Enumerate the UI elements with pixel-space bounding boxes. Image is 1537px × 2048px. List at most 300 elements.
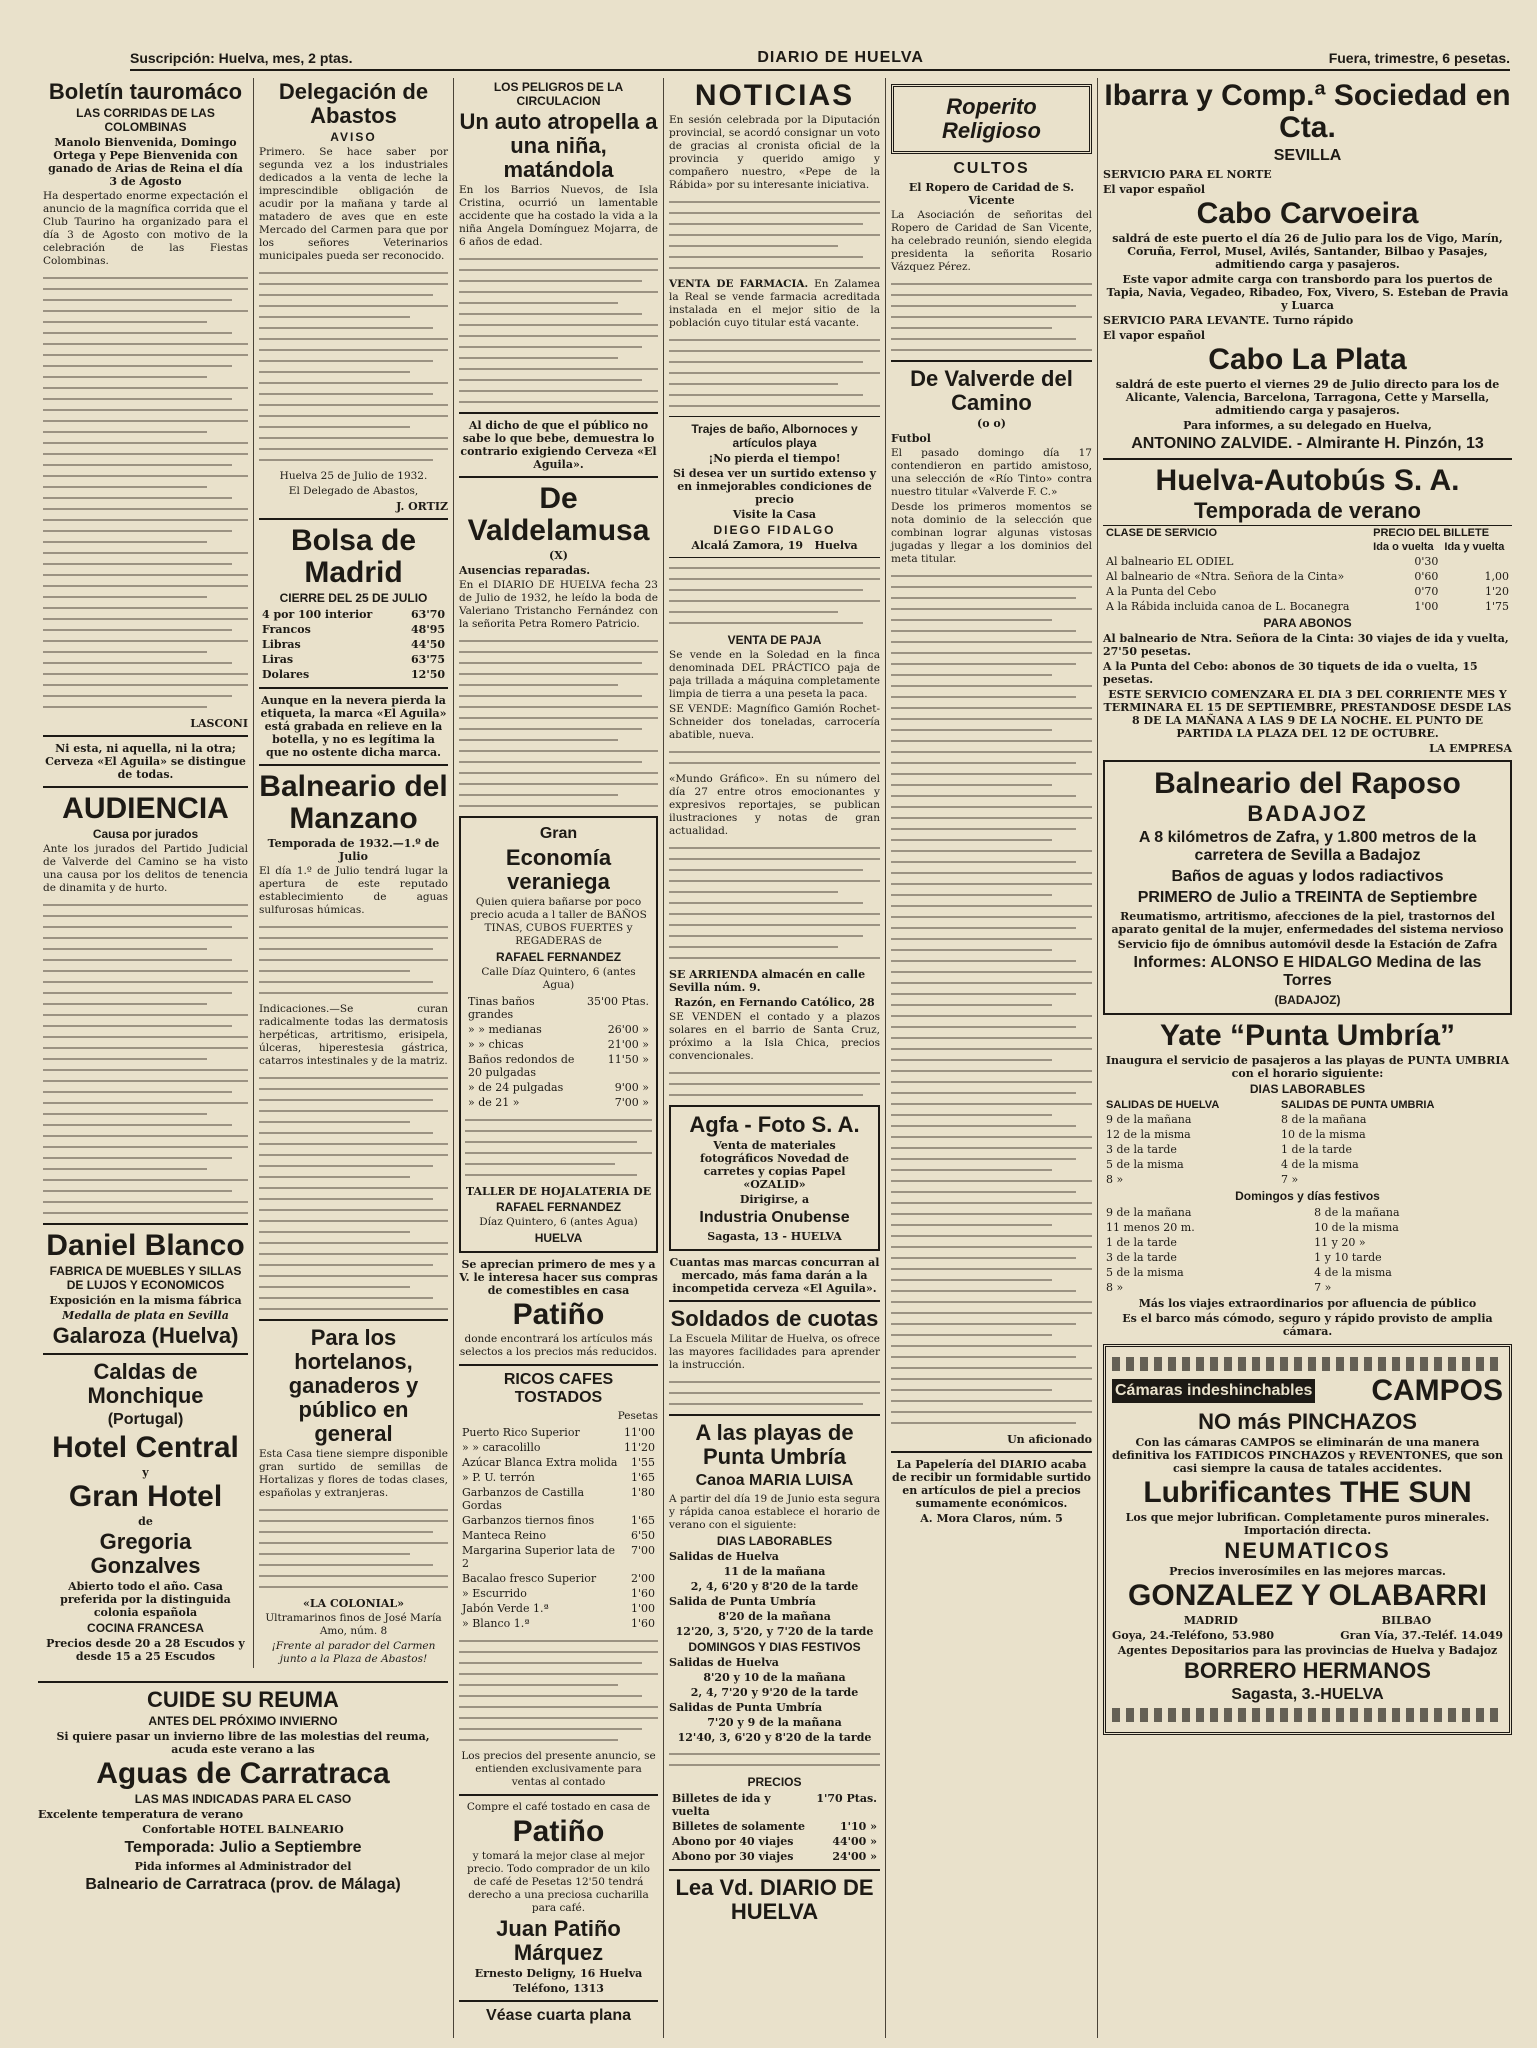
divider [43,735,248,737]
autobus-abono-2: A la Punta del Cebo: abonos de 30 tiquets de ida o vuelta, 15 pesetas. [1103,660,1478,686]
autobus-service: Al balneario de «Ntra. Señora de la Cinta» [1106,570,1345,583]
patino-2-name: Patiño [512,1815,605,1848]
economia-row [465,1037,652,1052]
masthead-subscription-local: Suscripción: Huelva, mes, 2 ptas. [130,50,353,66]
yate-time-punta: 4 de la misma [1281,1158,1359,1171]
abastos-date: Huelva 25 de Julio de 1932. [279,470,428,482]
campos-camaras-label: Cámaras indeshinchables [1112,1379,1315,1403]
hotel-prices: Precios desde 20 a 28 Escudos y desde 15 a 25 Escudos [46,1637,245,1663]
audiencia-body [43,904,248,1214]
economia-price: 21'00 » [607,1038,649,1051]
audiencia-title: AUDIENCIA [62,792,229,825]
yate-row [1103,1142,1512,1157]
gonzalez-olabarri-address-bilbao: Gran Vía, 37.-Teléf. 14.049 [1340,1629,1503,1642]
raposo-info-label: Informes: [1133,954,1207,971]
bolsa-row [259,607,448,622]
gregoria-gonzalves: Gregoria Gonzalves [90,1529,201,1578]
canoa-body [669,1753,880,1766]
canoa-price-item: Abono por 40 viajes [672,1835,794,1848]
yate-time-huelva: 8 » [1106,1281,1124,1294]
divider [891,1451,1092,1453]
canoa-price-item: Abono por 30 viajes [672,1850,794,1863]
economia-price: 9'00 » [614,1081,649,1094]
the-sun-title: Lubrificantes THE SUN [1143,1476,1472,1509]
economia-item: » de 21 » [468,1096,520,1109]
economia-row [465,1080,652,1095]
cafes-item: Puerto Rico Superior [462,1426,580,1439]
reuma-title: CUIDE SU REUMA [147,1687,339,1712]
manzano-body-2 [259,1077,448,1310]
autobus-ida: 0'70 [1414,585,1439,598]
cafes-item: Margarina Superior lata de 2 [462,1544,616,1570]
masthead-subscription-outside: Fuera, trimestre, 6 pesetas. [1328,50,1510,66]
cafes-row [459,1601,658,1616]
economia-price: 35'00 Ptas. [586,995,649,1008]
carratraca-balneario: Balneario de Carratraca (prov. de Málaga) [85,1876,401,1893]
bolsa-item: Francos [262,623,311,636]
yate-time-punta: 1 de la tarde [1281,1143,1352,1156]
yate-header-row [1103,1098,1512,1112]
galaroza-label: Galaroza (Huelva) [52,1323,239,1348]
cerveza-ad-2: Aunque en la nevera pierda la etiqueta, la marca «El Aguila» está grabada en relieve en la botella, y no es legítima la que no ostente dicha marca. [260,694,447,759]
cafes-price: 1'80 [630,1486,655,1499]
noticias-body [669,201,880,269]
autobus-ida: 0'60 [1414,570,1439,583]
column-3 [453,78,663,2038]
ibarra-text-3: saldrá de este puerto el viernes 29 de Julio directo para los de Alicante, Valencia, Barcelona, Tarragona, Cette y Marsella, admitiendo carga y pasajeros. [1115,378,1500,417]
bullfight-bulletin-kicker: Manolo Bienvenida, Domingo Ortega y Pepe Bienvenida con ganado de Arias de Reina el día 3 de Agosto [48,136,243,188]
farmacia-title: VENTA DE FARMACIA. [669,278,809,290]
ibarra-ship-2: Cabo La Plata [1208,343,1407,376]
column-2 [253,78,453,1668]
daniel-blanco-exposition: Exposición en la misma fábrica [49,1294,242,1307]
canoa-price-value: 44'00 » [832,1835,877,1848]
campos-header [1112,1375,1503,1407]
trajes-slogan: ¡No pierda el tiempo! [708,452,841,465]
hotel-kitchen: COCINA FRANCESA [87,1621,204,1635]
economia-city: HUELVA [534,1231,583,1245]
yate-sundays-label: Domingos y días festivos [1235,1189,1380,1203]
canoa-price-table [669,1791,880,1864]
playas-title: A las playas de Punta Umbría [695,1420,854,1469]
cafes-item: » P. U. terrón [462,1471,535,1484]
bullfight-bulletin-body [43,277,248,708]
autobus-header-row [1103,526,1512,541]
agfa-text: Venta de materiales fotográficos Novedad de carretes y copias Papel «OZALID» [700,1139,849,1191]
bolsa-item: Liras [262,653,294,666]
yate-row [1103,1157,1512,1172]
accident-title: Un auto atropella a una niña, matándola [459,109,658,182]
divider [669,557,880,558]
economia-address: Calle Díaz Quintero, 6 (antes Agua) [481,966,636,991]
yate-time-huelva: 8 » [1106,1173,1124,1186]
campos-slogan: NO más PINCHAZOS [1198,1409,1417,1434]
cultos-title: CULTOS [953,160,1030,177]
audiencia-text: Ante los jurados del Partido Judicial de Valverde del Camino se ha visto una causa por los delitos de tenencia de dinamita y de hurto. [43,843,248,894]
autobus-row [1103,599,1512,614]
divider [459,1364,658,1366]
arriendo-text: SE ARRIENDA almacén en calle Sevilla núm. 9. [669,968,866,994]
cafes-item: » Escurrido [462,1587,527,1600]
bolsa-item: Dolares [262,668,310,681]
agents-label: Agentes Depositarios para las provincias de Huelva y Badajoz [1117,1644,1498,1657]
autobus-title: Huelva-Autobús S. A. [1155,464,1460,497]
raposo-location: A 8 kilómetros de Zafra, y 1.800 metros de la carretera de Sevilla a Badajoz [1138,829,1477,864]
yate-time-huelva: 5 de la misma [1106,1158,1184,1171]
cafes-price-table [459,1425,658,1631]
agfa-title: Agfa - Foto S. A. [689,1112,860,1137]
soldados-body [669,1381,880,1405]
trajes-visit: Visite la Casa [732,508,817,521]
yate-row [1103,1250,1512,1265]
canoa-time: 8'20 y 10 de la mañana [703,1671,846,1684]
ropero-body [891,283,1092,351]
canoa-text: A partir del día 19 de Junio esta segura y rápida canoa establece el horario de verano con el siguiente: [669,1493,880,1531]
divider [669,1869,880,1871]
yate-col-punta: SALIDAS DE PUNTA UMBRIA [1281,1099,1435,1111]
valdelamusa-subtitle: Ausencias reparadas. [459,564,591,577]
neumaticos-title: NEUMATICOS [1224,1538,1391,1563]
autobus-col-iv: Ida y vuelta [1444,541,1505,553]
hortelanos-location: ¡Frente al parador del Carmen junto a la Plaza de Abastos! [271,1640,436,1665]
cafes-price: 7'00 [630,1544,655,1557]
yate-time-huelva: 3 de la tarde [1106,1143,1177,1156]
agfa-address: Sagasta, 13 - HUELVA [707,1230,842,1243]
papeleria-text: La Papelería del DIARIO acaba de recibir un formidable surtido en artículos de piel a precios sumamente económicos. [892,1458,1091,1510]
cafes-body [459,1640,658,1741]
neumaticos-text: Precios inverosímiles en las mejores marcas. [1169,1565,1446,1578]
canoa-weekdays-label: DIAS LABORABLES [716,1534,833,1548]
divider [259,518,448,520]
juan-patino-city: Huelva [599,1967,643,1980]
canoa-price-item: Billetes de ida y vuelta [672,1792,771,1818]
canoa-sundays-label: DOMINGOS Y DIAS FESTIVOS [688,1640,861,1654]
valverde-text-2: Desde los primeros momentos se nota dominio de la selección que combinan lograr algunas vistosas jugadas y llegar a los dominios del meta titular. [891,501,1092,565]
cafes-row [459,1425,658,1440]
ibarra-vapor-label: El vapor español [1103,183,1206,196]
patino-subtitle: donde encontrará los artículos más selectos a los precios más reducidos. [459,1333,658,1358]
yate-time-punta: 11 y 20 » [1314,1236,1366,1249]
the-sun-text: Los que mejor lubrifican. Completamente puros minerales. Importación directa. [1125,1511,1490,1537]
juan-patino-phone: Teléfono, 1313 [513,1982,604,1995]
yate-col-huelva: SALIDAS DE HUELVA [1106,1099,1220,1111]
canoa-departures-huelva: Salidas de Huelva [669,1550,779,1563]
cafes-item: Jabón Verde 1.ª [462,1602,549,1615]
manzano-indications: Indicaciones.—Se curan radicalmente todas las dermatosis herpéticas, artritismo, erisipela, úlceras, hiperestesia gástrica, catarros intestinales y de la matriz. [259,1003,448,1067]
gran-hotel-title: Gran Hotel [68,1480,223,1513]
autobus-service: Al balneario EL ODIEL [1106,555,1234,568]
valverde-signature: Un aficionado [1007,1433,1092,1446]
farmacia-text: En Zalamea la Real se vende farmacia acreditada instalada en el mejor sitio de la población cuyo titular está vacante. [669,278,881,329]
trajes-title: Trajes de baño, Albornoces y artículos playa [691,422,858,450]
canoa-departures-punta: Salidas de Punta Umbría [669,1701,823,1714]
cafes-price: 1'55 [630,1456,655,1469]
economia-price-table [465,994,652,1110]
cafes-price: 11'20 [623,1441,655,1454]
column-6 [1097,78,1517,2038]
autobus-row [1103,584,1512,599]
canoa-time: 12'20, 3, 5'20, y 7'20 de la tarde [675,1625,874,1638]
yate-time-huelva: 9 de la mañana [1106,1206,1192,1219]
cafes-price: 11'00 [623,1426,655,1439]
divider [459,2000,658,2002]
bullfight-bulletin-subtitle: LAS CORRIDAS DE LAS COLOMBINAS [76,106,215,134]
soldados-title: Soldados de cuotas [670,1306,879,1331]
abastos-text: Primero. Se hace saber por segunda vez a los industriales dedicados a la venta de leche la imprescindible obligación de acudir por la mañana y tarde al matadero de aves que en este Mercado del Carmen para que por los señores Veterinarios municipales pueda ser reconocido. [259,146,448,262]
hortelanos-title: Para los hortelanos, ganaderos y público en general [288,1325,419,1446]
roperito-header [891,84,1092,154]
yate-time-punta: 7 » [1314,1281,1332,1294]
cafes-row [459,1513,658,1528]
cafes-item: » Blanco 1.ª [462,1617,530,1630]
autobus-col-price: PRECIO DEL BILLETE [1373,527,1490,539]
cafes-item: Manteca Reino [462,1529,547,1542]
divider [459,476,658,478]
decorative-border [1112,1708,1503,1722]
yate-time-punta: 10 de la misma [1314,1221,1399,1234]
masthead [130,47,1510,71]
solares-text: SE VENDEN el contado y a plazos solares en el barrio de Santa Cruz, próximo a la Isla Chica, precios convencionales. [669,1011,880,1062]
divider [259,1319,448,1321]
manzano-subtitle: Temporada de 1932.—1.º de Julio [267,837,440,863]
cafes-price: 1'00 [630,1602,655,1615]
valverde-title: De Valverde del Camino [910,366,1073,415]
autobus-row [1103,554,1512,569]
canoa-name: Canoa MARIA LUISA [695,1472,854,1489]
cafes-unit: Pesetas [617,1410,658,1422]
economia-body [465,1119,652,1176]
yate-time-punta: 8 de la mañana [1314,1206,1400,1219]
patino-2-text: y tomará la mejor clase al mejor precio. Todo comprador de un kilo de café de Pesetas 12'50 tendrá derecho a una preciosa cucharilla para café. [467,1850,650,1914]
autobus-col-service: CLASE DE SERVICIO [1106,527,1218,539]
campos-text: Con las cámaras CAMPOS se eliminarán de una manera definitiva los FATIDICOS PINCHAZOS y REVENTONES, que son casi siempre la causa de tatales accidentes. [1112,1436,1503,1475]
autobus-subtitle: Temporada de verano [1194,498,1421,523]
bolsa-subtitle: CIERRE DEL 25 DE JULIO [279,591,428,605]
carratraca-hotel: Confortable HOTEL BALNEARIO [142,1823,344,1836]
bolsa-row [259,637,448,652]
cafes-row [459,1470,658,1485]
canoa-time: 8'20 de la mañana [718,1610,831,1623]
ibarra-info: Para informes, a su delegado en Huelva, [1183,419,1432,432]
cafes-row [459,1616,658,1631]
cafes-price: 1'65 [630,1471,655,1484]
caldas-title: Caldas de Monchique [87,1359,204,1408]
valverde-section: Futbol [891,432,931,445]
daniel-blanco-subtitle: FABRICA DE MUEBLES Y SILLAS DE LUJOS Y ECONOMICOS [49,1264,242,1292]
divider [259,687,448,689]
gonzalez-olabarri-bilbao: BILBAO [1381,1614,1432,1627]
farmacia-body [669,339,880,407]
carratraca-subtitle: LAS MAS INDICADAS PARA EL CASO [134,1792,352,1806]
autobus-service: A la Rábida incluida canoa de L. Bocanegra [1106,600,1350,613]
cafes-row [459,1571,658,1586]
bolsa-item: Libras [262,638,301,651]
canoa-price-item: Billetes de solamente [672,1820,806,1833]
abastos-signature: J. ORTIZ [396,500,448,513]
ibarra-text-2: Este vapor admite carga con transbordo para los puertos de Tapia, Navia, Vegadeo, Ribadeo, Fox, Vivero, S. Esteban de Pravia y Luarca [1106,273,1509,312]
read-diario-ad: Lea Vd. DIARIO DE HUELVA [675,1875,874,1924]
canoa-price-row [669,1849,880,1864]
yate-time-punta: 8 de la mañana [1281,1113,1367,1126]
raposo-season: PRIMERO de Julio a TREINTA de Septiembre [1137,889,1478,906]
raposo-address: Medina de las Torres [1283,954,1482,989]
yate-row [1103,1112,1512,1127]
divider [43,1223,248,1225]
divider [669,1300,880,1302]
canoa-price-value: 1'70 Ptas. [816,1792,877,1805]
gamion-body [669,751,880,764]
abastos-body [259,272,448,461]
autobus-header-row [1103,540,1512,554]
economia-name-2: RAFAEL FERNANDEZ [495,1200,622,1214]
canoa-price-row [669,1819,880,1834]
hotel-of: de [138,1515,153,1528]
economia-item: » » medianas [468,1023,542,1036]
campos-brand: CAMPOS [1371,1374,1503,1407]
autobus-iv: 1'20 [1484,585,1509,598]
gonzalez-olabarri-cities [1112,1614,1503,1627]
hortelanos-text: Esta Casa tiene siempre disponible gran surtido de semillas de Hortalizas y flores de todas clases, españolas y extranjeras. [259,1448,448,1499]
gonzalez-olabarri-madrid: MADRID [1183,1614,1238,1627]
column-5 [885,78,1097,2038]
bolsa-title: Bolsa de Madrid [290,524,417,589]
autobus-row [1103,569,1512,584]
borrero-hermanos: BORRERO HERMANOS [1184,1658,1431,1683]
cafes-row [459,1485,658,1513]
borrero-address: Sagasta, 3.-HUELVA [1231,1686,1384,1703]
divider [259,764,448,766]
cafes-price: 1'60 [630,1587,655,1600]
canoa-prices-label: PRECIOS [747,1775,802,1789]
audiencia-subtitle: Causa por jurados [92,827,199,841]
ibarra-vapor-label-2: El vapor español [1103,329,1206,342]
yate-row [1103,1172,1512,1187]
cerveza-ad-1: Ni esta, ni aquella, ni la otra; Cerveza «El Aguila» se distingue de todas. [45,742,246,781]
autobus-iv: 1'75 [1484,600,1509,613]
divider [43,1353,248,1355]
yate-time-punta: 10 de la misma [1281,1128,1366,1141]
valverde-mark: (o o) [977,417,1006,430]
patino-2-intro: Compre el café tostado en casa de [466,1801,651,1813]
trajes-address [669,539,880,552]
autobus-price-table [1103,525,1512,614]
cerveza-ad-3: Al dicho de que el público no sabe lo que bebe, demuestra lo contrario exigiendo Cerveza «El Aguila». [460,419,657,471]
gonzalez-olabarri-address-madrid: Goya, 24.-Teléfono, 53.980 [1112,1629,1275,1642]
cafes-item: Bacalao fresco Superior [462,1572,597,1585]
economia-row [465,1052,652,1080]
cafes-item: Azúcar Blanca Extra molida [462,1456,618,1469]
yate-row [1103,1235,1512,1250]
bullfight-bulletin-text: Ha despertado enorme expectación el anuncio de la magnífica corrida que el Club Taurino ha organizado para el día 3 de Agosto con motivo de la celebración de las Fiestas Colombinas. [43,190,248,267]
ibarra-city: SEVILLA [1273,147,1342,164]
hotel-open-text: Abierto todo el año. Casa preferida por la distinguida colonia española [60,1580,231,1619]
yate-weekday-table [1103,1098,1512,1187]
bolsa-value: 63'75 [411,653,445,666]
divider [43,786,248,788]
economia-ad [459,816,658,1253]
mundo-grafico-body [669,847,880,959]
gonzalez-olabarri-addresses [1112,1629,1503,1642]
canoa-time: 2, 4, 7'20 y 9'20 de la tarde [690,1686,859,1699]
economia-row [465,1022,652,1037]
hortelanos-body [259,1509,448,1588]
valdelamusa-title: De Valdelamusa [467,482,650,547]
yate-row [1103,1280,1512,1295]
see-fourth-page: Véase cuarta plana [486,2007,631,2024]
autobus-ida: 0'30 [1414,555,1439,568]
economia-taller: TALLER DE HOJALATERIA DE [465,1185,652,1198]
yate-row [1103,1127,1512,1142]
economia-name: RAFAEL FERNANDEZ [495,950,622,964]
patino-name: Patiño [512,1298,605,1331]
economia-address-2: Díaz Quintero, 6 (antes Agua) [479,1216,638,1228]
divider [891,360,1092,362]
bullfight-bulletin-title: Boletín tauromáco [48,79,243,104]
cafes-note: Los precios del presente anuncio, se entienden exclusivamente para ventas al contado [461,1750,656,1788]
yate-time-huelva: 12 de la misma [1106,1128,1191,1141]
canoa-time: 11 de la mañana [723,1565,826,1578]
ibarra-levante-service: SERVICIO PARA LEVANTE. Turno rápido [1103,314,1354,327]
autobus-note: ESTE SERVICIO COMENZARA EL DIA 3 DEL CORRIENTE MES Y TERMINARA EL 15 DE SEPTIEMBRE, PRESTANDOSE DESDE LAS 8 DE LA MAÑANA A LAS 9 DE LA NOCHE. EL PUNTO DE PARTIDA LA PLAZA DEL 12 DE OCTUBRE. [1103,688,1512,740]
canoa-time: 2, 4, 6'20 y 8'20 de la tarde [690,1580,859,1593]
economia-item: Baños redondos de 20 pulgadas [468,1053,575,1079]
manzano-title: Balneario del Manzano [259,770,448,835]
cafes-row [459,1455,658,1470]
daniel-blanco-name: Daniel Blanco [46,1229,245,1262]
economia-row [465,1095,652,1110]
economia-price: 26'00 » [607,1023,649,1036]
accident-body [459,258,658,403]
canoa-departures-punta: Salida de Punta Umbría [669,1595,816,1608]
raposo-title: Balneario del Raposo [1154,767,1461,800]
ibarra-text-1: saldrá de este puerto el día 26 de Julio para los de Vigo, Marín, Coruña, Ferrol, Musel, Avilés, Santander, Bilbao y Pasajes, admitiendo carga y pasajeros. [1112,232,1503,271]
raposo-omnibus: Servicio fijo de ómnibus automóvil desde la Estación de Zafra [1117,938,1498,951]
canoa-price-value: 24'00 » [832,1850,877,1863]
bolsa-value: 63'70 [411,608,445,621]
campos-ad [1103,1344,1512,1735]
autobus-ida: 1'00 [1414,600,1439,613]
yate-row [1103,1220,1512,1235]
hortelanos-shop: «LA COLONIAL» [303,1597,404,1610]
cafes-item: Garbanzos de Castilla Gordas [462,1486,585,1512]
bolsa-item: 4 por 100 interior [262,608,373,621]
raposo-baths: Baños de aguas y lodos radiactivos [1171,868,1444,885]
manzano-body [259,926,448,994]
canoa-price-value: 1'10 » [839,1820,877,1833]
yate-sunday-table [1103,1205,1512,1295]
trajes-text: Si desea ver un surtido extenso y en inmejorables condiciones de precio [672,467,877,506]
soldados-text: La Escuela Militar de Huelva, os ofrece las mayores facilidades para aprender la instrucción. [669,1333,880,1371]
yate-time-huelva: 3 de la tarde [1106,1251,1177,1264]
hortelanos-address: Ultramarinos finos de José María Amo, núm. 8 [265,1612,442,1637]
yate-text: Inaugura el servicio de pasajeros a las playas de PUNTA UMBRIA con el horario siguiente: [1105,1054,1510,1080]
raposo-city: BADAJOZ [1247,801,1368,826]
juan-patino-street: Ernesto Deligny, 16 [474,1967,596,1980]
economia-price: 7'00 » [614,1096,649,1109]
cerveza-ad-4: Cuantas mas marcas concurran al mercado, más fama darán a la incompetida cerveza «El Aguila». [669,1256,880,1295]
autobus-abono-1: Al balneario de Ntra. Señora de la Cinta: 30 viajes de ida y vuelta, 27'50 pesetas. [1103,632,1509,658]
yate-time-punta: 4 de la misma [1314,1266,1392,1279]
autobus-abonos-label: PARA ABONOS [1263,616,1352,630]
bolsa-row [259,667,448,682]
trajes-name: DIEGO FIDALGO [713,523,836,537]
economia-item: Tinas baños grandes [468,995,535,1021]
canoa-departures-huelva: Salidas de Huelva [669,1656,779,1669]
agfa-ad [669,1105,880,1251]
raposo-treatments: Reumatismo, artritismo, afecciones de la piel, trastornos del aparato genital de la mujer, enfermedades del sistema nervioso [1111,910,1504,936]
noticias-text: En sesión celebrada por la Diputación provincial, se acordó consignar un voto de gracias al cronista oficial de la provincia y querido amigo y compañero nuestro, «Pepe de la Rábida» por su interesante iniciativa. [669,114,880,191]
raposo-province: (BADAJOZ) [1274,993,1341,1007]
